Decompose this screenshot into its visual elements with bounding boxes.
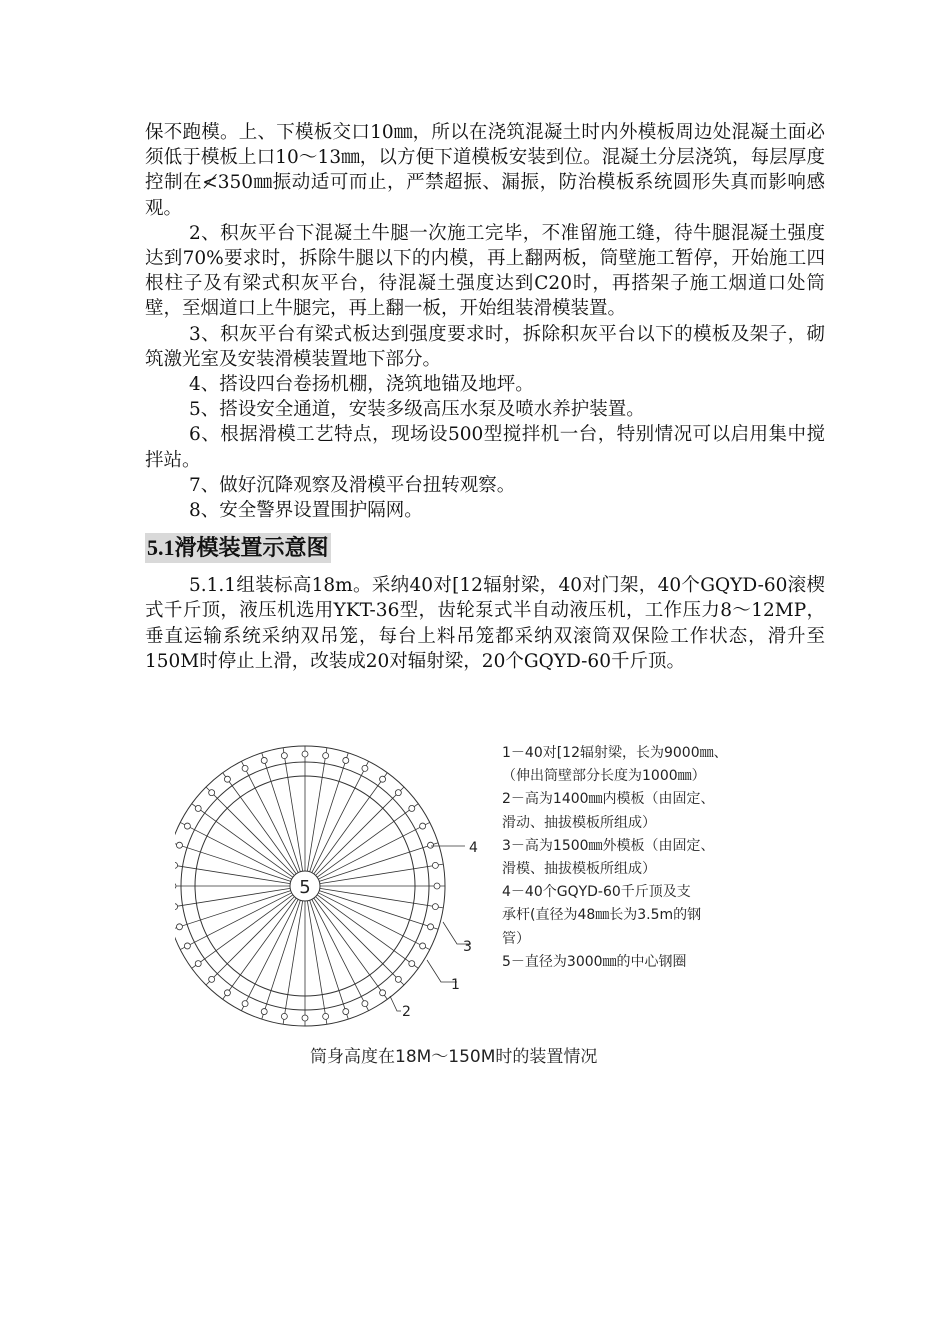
section-body: 5.1.1组装标高18m。采纳40对[12辐射梁，40对门架，40个GQYD-60滚楔式千斤顶，液压机选用YKT-36型，齿轮泵式半自动液压机，工作压力8～12MP，垂直运输系统采纳双吊笼，每台上料吊笼都采纳双滚筒双保险工作状态，滑升至150M时停止上滑，改装成20对辐射梁，20个GQYD-60千斤顶。 bbox=[145, 575, 825, 672]
jack-marker bbox=[195, 805, 201, 811]
jack-marker bbox=[395, 790, 401, 796]
radial-beam bbox=[314, 773, 387, 874]
paragraph-item-2: 2、积灰平台下混凝土牛腿一次施工完毕，不准留施工缝，待牛腿混凝土强度达到70%要求时，拆除牛腿以下的内模，再上翻两板，筒壁施工暂停，开始施工四根柱子及有梁式积灰平台，待混凝土强度达到C20时，再搭架子施工烟道口处筒壁，至烟道口上牛腿完，再上翻一板，开始组装滑模装置。 bbox=[145, 222, 825, 320]
jack-marker bbox=[420, 943, 426, 949]
radial-beam bbox=[192, 804, 293, 877]
jack-marker bbox=[195, 961, 201, 967]
radial-beam bbox=[175, 888, 290, 908]
jack-marker bbox=[261, 757, 267, 763]
paragraph-item-6: 6、根据滑模工艺特点，现场设500型搅拌机一台，特别情况可以启用集中搅拌站。 bbox=[145, 424, 825, 471]
center-label: 5 bbox=[299, 877, 311, 898]
jack-marker bbox=[362, 765, 368, 771]
paragraph-item-4: 4、搭设四台卷扬机棚，浇筑地锚及地坪。 bbox=[189, 374, 534, 396]
radial-beam bbox=[206, 897, 294, 985]
radial-beam bbox=[314, 898, 387, 999]
jack-marker bbox=[420, 823, 426, 829]
jack-marker bbox=[175, 883, 176, 889]
jack-marker bbox=[428, 842, 434, 848]
radial-beam bbox=[175, 843, 291, 882]
legend-line: 管） bbox=[502, 930, 530, 947]
jack-marker bbox=[175, 862, 178, 868]
radial-beam bbox=[317, 895, 418, 968]
jack-marker bbox=[362, 1001, 368, 1007]
radial-beam bbox=[307, 901, 327, 1024]
paragraph-continuation: 保不跑模。上、下模板交口10㎜，所以在浇筑混凝土时内外模板周边处混凝土面必须低于模板上口10～13㎜，以方便下道模板安装到位。混凝土分层浇筑，每层厚度控制在≮350㎜振动适可而止，严禁超振、漏振，防治模板系统圆形失真而影响感观。 bbox=[145, 122, 825, 219]
legend-line: 承杆(直径为48㎜长为3.5m的钢 bbox=[502, 907, 702, 924]
paragraph-item-8: 8、安全警界设置围护隔网。 bbox=[189, 500, 423, 522]
paragraph-item-3: 3、积灰平台有梁式板达到强度要求时，拆除积灰平台以下的模板及架子，砌筑激光室及安装滑模装置地下部分。 bbox=[145, 323, 825, 370]
section-heading: 5.1滑模装置示意图 bbox=[145, 533, 331, 563]
callout-1: 1 bbox=[451, 977, 460, 993]
radial-beam bbox=[320, 864, 443, 884]
paragraph-item-5: 5、搭设安全通道，安装多级高压水泵及喷水养护装置。 bbox=[189, 399, 645, 421]
jack-marker bbox=[302, 751, 308, 757]
jack-marker bbox=[302, 1015, 308, 1021]
jack-marker bbox=[343, 1009, 349, 1015]
jack-marker bbox=[242, 765, 248, 771]
radial-beam bbox=[283, 901, 303, 1024]
radial-beam bbox=[320, 888, 443, 908]
jack-marker bbox=[409, 961, 415, 967]
legend-line: 2－高为1400㎜内模板（由固定、 bbox=[502, 791, 715, 808]
radial-beam bbox=[192, 895, 293, 968]
jack-marker bbox=[176, 842, 182, 848]
legend-line: （伸出筒壁部分长度为1000㎜） bbox=[502, 768, 706, 785]
jack-marker bbox=[380, 990, 386, 996]
jack-marker bbox=[395, 976, 401, 982]
radial-beam bbox=[206, 787, 294, 875]
legend-line: 1－40对[12辐射梁，长为9000㎜、 bbox=[502, 745, 728, 761]
jack-marker bbox=[261, 1009, 267, 1015]
callout-4: 4 bbox=[469, 840, 478, 856]
jack-marker bbox=[224, 990, 230, 996]
radial-beam bbox=[307, 748, 327, 871]
jack-marker bbox=[432, 904, 438, 910]
radial-beam bbox=[283, 748, 303, 871]
callout-3: 3 bbox=[463, 939, 472, 955]
jack-marker bbox=[176, 924, 182, 930]
radial-beam bbox=[316, 787, 404, 875]
jack-marker bbox=[281, 753, 287, 759]
radial-beam bbox=[316, 897, 404, 985]
diagram-legend bbox=[502, 742, 802, 974]
jack-marker bbox=[434, 883, 440, 889]
document-body bbox=[145, 120, 825, 674]
jack-marker bbox=[323, 753, 329, 759]
radial-beam bbox=[223, 773, 296, 874]
jack-marker bbox=[224, 776, 230, 782]
jack-marker bbox=[343, 757, 349, 763]
jack-marker bbox=[380, 776, 386, 782]
callout-2: 2 bbox=[402, 1004, 411, 1020]
radial-beam bbox=[223, 898, 296, 999]
paragraph-item-7: 7、做好沉降观察及滑模平台扭转观察。 bbox=[189, 474, 516, 496]
legend-line: 滑模、抽拔模板所组成） bbox=[502, 861, 656, 878]
jack-marker bbox=[432, 862, 438, 868]
callout-line-2 bbox=[390, 996, 401, 1011]
legend-line: 4－40个GQYD-60千斤顶及支 bbox=[502, 884, 691, 901]
slipform-plan-drawing bbox=[175, 732, 495, 1042]
legend-line: 3－高为1500㎜外模板（由固定、 bbox=[502, 837, 715, 854]
radial-beam bbox=[317, 804, 418, 877]
jack-marker bbox=[175, 904, 178, 910]
jack-marker bbox=[428, 924, 434, 930]
radial-beam bbox=[175, 864, 290, 884]
jack-marker bbox=[242, 1001, 248, 1007]
figure-caption: 筒身高度在18M～150M时的装置情况 bbox=[310, 1047, 598, 1067]
jack-marker bbox=[323, 1013, 329, 1019]
jack-marker bbox=[409, 805, 415, 811]
slipform-diagram bbox=[175, 732, 795, 1042]
jack-marker bbox=[209, 790, 215, 796]
jack-marker bbox=[184, 823, 190, 829]
jack-marker bbox=[184, 943, 190, 949]
jack-marker bbox=[209, 976, 215, 982]
legend-line: 滑动、抽拔模板所组成） bbox=[502, 814, 656, 831]
radial-beam bbox=[175, 891, 291, 930]
jack-marker bbox=[281, 1013, 287, 1019]
legend-line: 5－直径为3000㎜的中心钢圈 bbox=[502, 953, 687, 970]
